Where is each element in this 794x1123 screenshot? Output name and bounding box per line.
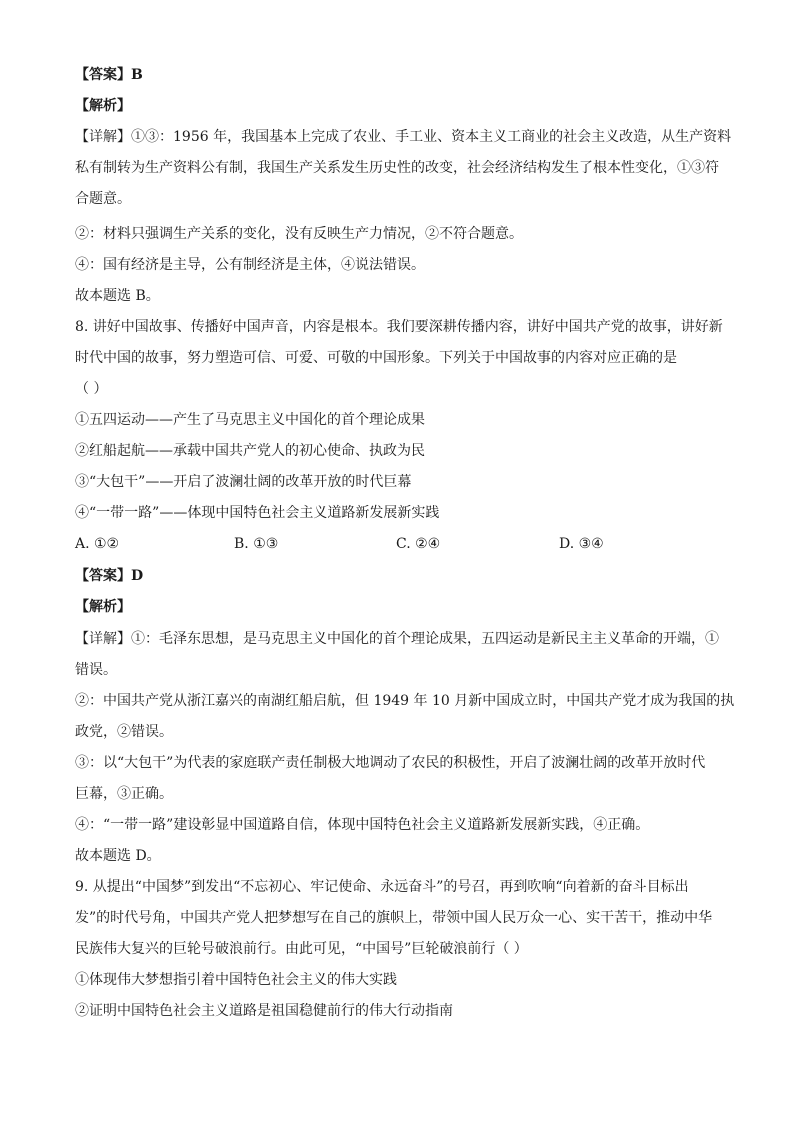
question-line: 民族伟大复兴的巨轮号破浪前行。由此可见，“中国号”巨轮破浪前行（ ） — [75, 941, 528, 957]
statement-line: ②证明中国特色社会主义道路是祖国稳健前行的伟大行动指南 — [75, 1003, 453, 1019]
question-blank: （ ） — [75, 381, 108, 397]
option-b: B. ①③ — [234, 536, 279, 552]
paragraph-line: ④：国有经济是主导，公有制经济是主体，④说法错误。 — [75, 257, 425, 273]
question-line: 时代中国的故事，努力塑造可信、可爱、可敬的中国形象。下列关于中国故事的内容对应正确的是 — [75, 350, 677, 366]
statement-line: ①五四运动——产生了马克思主义中国化的首个理论成果 — [75, 412, 425, 428]
analysis-label: 【解析】 — [75, 599, 131, 615]
paragraph-line: 巨幕，③正确。 — [75, 786, 173, 802]
question-line: 发”的时代号角，中国共产党人把梦想写在自己的旗帜上，带领中国人民万众一心、实干苦干，推动中华 — [75, 910, 713, 926]
option-d: D. ③④ — [559, 536, 604, 552]
paragraph-line: ④：“一带一路”建设彰显中国道路自信，体现中国特色社会主义道路新发展新实践，④正确。 — [75, 817, 650, 833]
paragraph-line: 【详解】①③：1956 年，我国基本上完成了农业、手工业、资本主义工商业的社会主义改造，从生产资料 — [75, 129, 732, 145]
paragraph-line: ②：中国共产党从浙江嘉兴的南湖红船启航，但 1949 年 10 月新中国成立时，中国共产党才成为我国的执 — [75, 693, 735, 709]
paragraph-line: 合题意。 — [75, 191, 131, 207]
statement-line: ②红船起航——承载中国共产党人的初心使命、执政为民 — [75, 443, 425, 459]
paragraph-line: 政党，②错误。 — [75, 724, 173, 740]
option-c: C. ②④ — [396, 536, 441, 552]
paragraph-line: 错误。 — [75, 662, 117, 678]
paragraph-line: ③：以“大包干”为代表的家庭联产责任制极大地调动了农民的积极性，开启了波澜壮阔的改革开放时代 — [75, 755, 706, 771]
question-line: 8. 讲好中国故事、传播好中国声音，内容是根本。我们要深耕传播内容，讲好中国共产党的故事，讲好新 — [75, 319, 723, 335]
question-line: 9. 从提出“中国梦”到发出“不忘初心、牢记使命、永远奋斗”的号召，再到吹响“向着新的奋斗目标出 — [75, 879, 689, 895]
paragraph-line: 故本题选 D。 — [75, 848, 161, 864]
statement-line: ④“一带一路”——体现中国特色社会主义道路新发展新实践 — [75, 505, 440, 521]
paragraph-line: 私有制转为生产资料公有制，我国生产关系发生历史性的改变，社会经济结构发生了根本性变化，①③符 — [75, 160, 719, 176]
option-a: A. ①② — [75, 536, 120, 552]
statement-line: ③“大包干”——开启了波澜壮阔的改革开放的时代巨幕 — [75, 474, 412, 490]
paragraph-line: 故本题选 B。 — [75, 288, 160, 304]
answer-label: 【答案】B — [75, 67, 143, 83]
answer-label: 【答案】D — [75, 568, 144, 584]
paragraph-line: 【详解】①：毛泽东思想，是马克思主义中国化的首个理论成果，五四运动是新民主主义革命的开端，① — [75, 631, 719, 647]
paragraph-line: ②：材料只强调生产关系的变化，没有反映生产力情况，②不符合题意。 — [75, 226, 523, 242]
analysis-label: 【解析】 — [75, 98, 131, 114]
statement-line: ①体现伟大梦想指引着中国特色社会主义的伟大实践 — [75, 972, 397, 988]
